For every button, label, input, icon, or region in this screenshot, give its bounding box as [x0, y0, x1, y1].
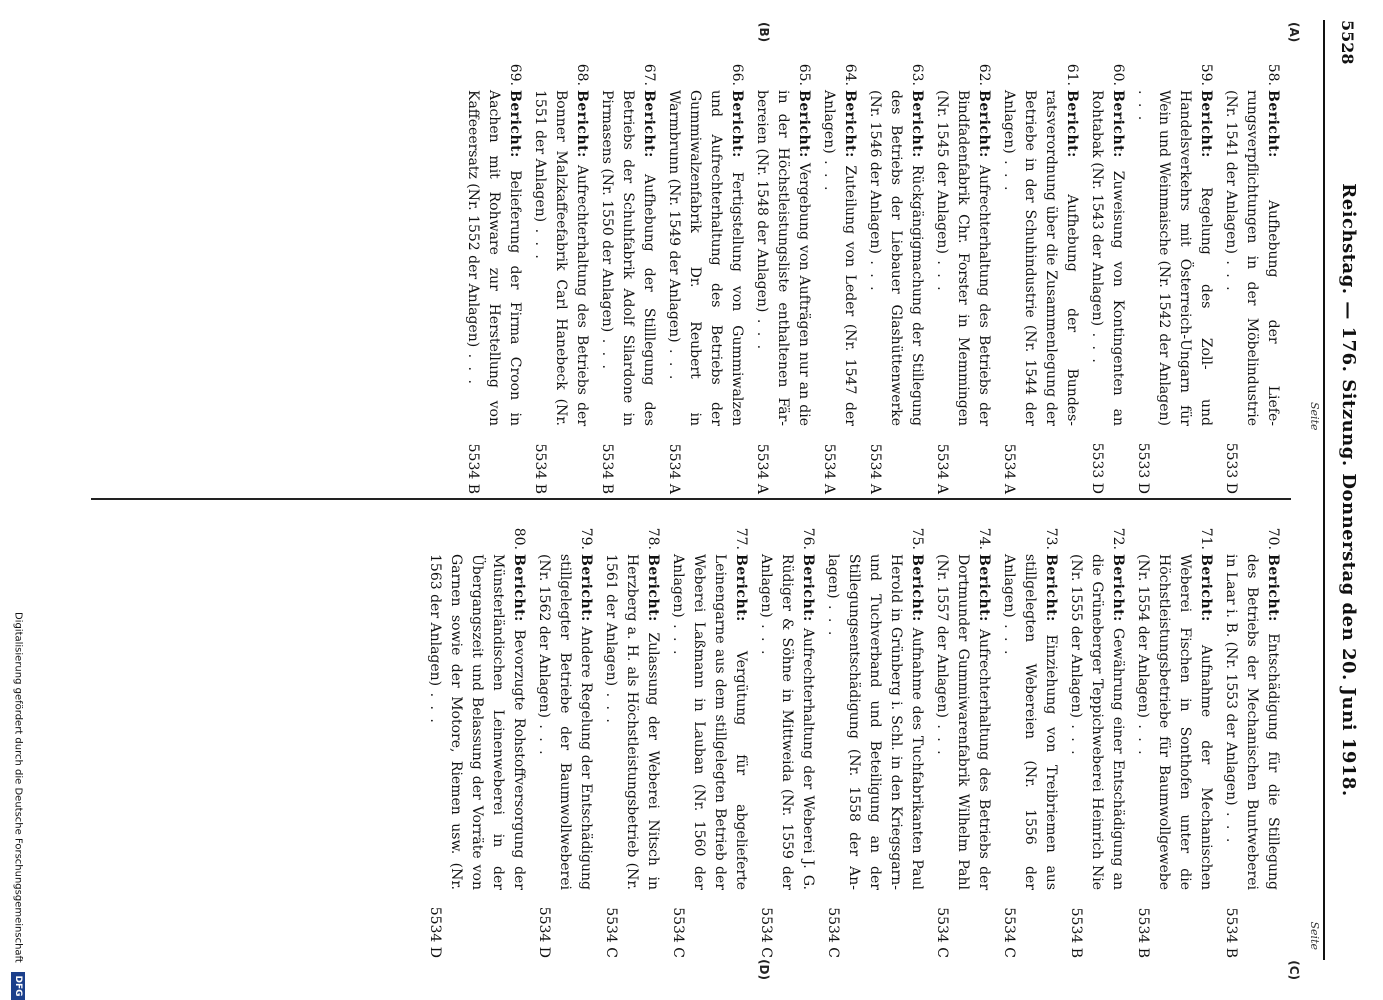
entry-page-ref: 5534 A [821, 443, 837, 494]
dot-leader: . . . [934, 253, 950, 293]
entry-label: Bericht: [645, 554, 661, 622]
entry-label: Bericht: [1198, 90, 1214, 158]
entry-text: Aufhebung der Stilllegung des Betriebs der Schuhfabrik Adolf Silardone in Pirmasens (Nr. 1550 der Anlagen) [599, 90, 657, 426]
entry-label: Bericht: [729, 90, 745, 158]
entry-page-ref: 5534 A [867, 443, 883, 494]
dot-leader: . . . [1001, 617, 1017, 657]
dot-leader: . . . [934, 717, 950, 757]
right-column [420, 524, 1283, 958]
left-column [458, 60, 1283, 494]
section-marker-c: (C) [1287, 960, 1301, 980]
agenda-entry [600, 524, 663, 958]
entry-number: 70. [1265, 527, 1281, 550]
entry-number: 76. [800, 527, 816, 550]
dot-leader: . . . [754, 312, 770, 352]
entry-page-ref: 5534 B [1068, 907, 1084, 958]
entry-page-ref: 5534 A [666, 443, 682, 494]
entry-text: Zuteilung von Leder (Nr. 1547 der Anlagen) [821, 90, 858, 426]
page-title: Reichstag. — 176. Sitzung. Donnerstag den 20. Juni 1918. [1338, 183, 1359, 797]
entry-label: Bericht: [1043, 554, 1059, 622]
entry-text: Aufrechterhaltung des Betriebs der Bindfadenfabrik Chr. Forster in Memmingen (Nr. 1545 der Anlagen) [934, 90, 992, 427]
entry-number: 64. [842, 63, 858, 86]
entry-page-ref: 5534 D [427, 906, 443, 958]
agenda-entry [596, 60, 659, 494]
dot-leader: . . . [603, 686, 619, 725]
agenda-entry [663, 60, 747, 494]
entry-page-ref: 5534 B [599, 443, 615, 494]
dot-leader: . . . [532, 222, 548, 261]
entry-page-ref: 5534 A [1001, 443, 1017, 494]
entry-label: Bericht: [800, 554, 816, 622]
entry-label: Bericht: [574, 90, 590, 158]
agenda-entry [1220, 524, 1283, 958]
entry-text: Regelung des Zoll- und Handelsverkehrs mit Österreich-Ungarn für Wein und Weinmaische (Nr. 1542 der Anlagen) [1156, 90, 1214, 427]
entry-number: 73. [1043, 527, 1059, 550]
entry-text: Aufnahme der Mechanischen Weberei Fischen in Sonthofen unter die Höchstleistungsbetriebe für Baumwollgewebe (Nr. 1554 der Anlagen) [1135, 554, 1214, 890]
entry-number: 79. [578, 527, 594, 550]
entry-label: Bericht: [976, 554, 992, 622]
entry-page-ref: 5534 A [754, 443, 770, 494]
entry-number: 63. [909, 63, 925, 86]
entry-page-ref: 5534 D [536, 906, 552, 958]
entry-text: Aufhebung der Lieferungsverpflichtungen in der Möbelindustrie (Nr. 1541 der Anlagen) [1223, 90, 1281, 427]
entry-page-ref: 5534 C [1001, 907, 1017, 958]
agenda-entry [1132, 524, 1216, 958]
entry-page-ref: 5534 B [465, 443, 481, 494]
entry-page-ref: 5534 C [934, 907, 950, 958]
agenda-entry [533, 524, 596, 958]
entry-text: Aufrechterhaltung des Betriebs der Bonner Malzkaffeefabrik Carl Hanebeck (Nr. 1551 der Anlagen) [532, 90, 590, 427]
entry-label: Bericht: [796, 90, 812, 158]
section-marker-d: (D) [757, 959, 771, 980]
entry-text: Aufhebung der Bundesratsverordnung über die Zusammenlegung der Betriebe in der Schuhindustrie (Nr. 1544 der Anlagen) [1001, 90, 1080, 426]
entry-number: 71. [1198, 527, 1214, 550]
entry-page-ref: 5534 B [532, 443, 548, 494]
entry-label: Bericht: [733, 554, 749, 622]
entry-text: Zuweisung von Kontingenten an Rohtabak (Nr. 1543 der Anlagen) [1089, 90, 1126, 426]
dot-leader: . . . [867, 253, 883, 293]
agenda-entry [931, 524, 994, 958]
agenda-entry [462, 60, 525, 494]
entry-number: 60. [1110, 63, 1126, 86]
entry-label: Bericht: [1110, 554, 1126, 622]
entry-page-ref: 5534 C [758, 907, 774, 958]
entry-number: 74. [976, 527, 992, 550]
entry-label: Bericht: [1064, 90, 1080, 158]
entry-label: Bericht: [641, 90, 657, 158]
agenda-entry [822, 524, 927, 958]
seite-label-right: Seite [1308, 921, 1321, 950]
entry-text: Aufrechterhaltung des Betriebs der Dortmunder Gummiwarenfabrik Wilhelm Pahl (Nr. 1557 der Anlagen) [934, 554, 992, 891]
entry-page-ref: 5534 B [1135, 907, 1151, 958]
entry-text: Einziehung von Treibriemen aus stillgelegten Webereien (Nr. 1556 der Anlagen) [1001, 554, 1059, 891]
section-marker-a: (A) [1287, 22, 1301, 43]
dot-leader: . . . [1135, 90, 1151, 123]
entry-text: Andere Regelung der Entschädigung stillgelegter Betriebe der Baumwollweberei (Nr. 1562 der Anlagen) [536, 554, 594, 890]
entry-page-ref: 5534 C [825, 907, 841, 958]
seite-label-left: Seite [1308, 402, 1321, 431]
entry-label: Bericht: [1265, 554, 1281, 622]
agenda-entry [998, 524, 1061, 958]
entry-label: Bericht: [842, 90, 858, 158]
dot-leader: . . . [1223, 253, 1239, 293]
entry-text: Aufrechterhaltung der Weberei J. G. Rüdiger & Söhne in Mittweida (Nr. 1559 der Anlagen) [758, 554, 816, 891]
entry-page-ref: 5534 A [934, 443, 950, 494]
entry-page-ref: 5534 B [1223, 907, 1239, 958]
agenda-entry [818, 60, 860, 494]
dot-leader: . . . [599, 332, 615, 371]
dot-leader: . . . [536, 717, 552, 757]
dot-leader: . . . [465, 347, 481, 386]
entry-page-ref: 5534 C [603, 907, 619, 958]
entry-number: 65. [796, 63, 812, 86]
entry-label: Bericht: [1198, 554, 1214, 622]
entry-page-ref: 5533 D [1089, 442, 1105, 494]
dot-leader: . . . [427, 686, 443, 725]
entry-number: 59. [1198, 63, 1214, 86]
entry-number: 80. [511, 527, 527, 550]
entry-text: Vergütung für abgelieferte Leinengarne aus dem stillgelegten Betrieb der Weberei Laßmann in Lauban (Nr. 1560 der Anlagen) [670, 554, 749, 891]
entry-number: 67. [641, 63, 657, 86]
agenda-entry [1220, 60, 1283, 494]
page-header [1307, 20, 1363, 960]
entry-label: Bericht: [1265, 90, 1281, 158]
entry-text: Gewährung einer Entschädigung an die Grüneberger Teppichweberei Heinrich Nie (Nr. 1555 der Anlagen) [1068, 554, 1126, 891]
entry-label: Bericht: [507, 90, 523, 158]
entry-number: 78. [645, 527, 661, 550]
dot-leader: . . . [821, 153, 837, 193]
agenda-entry [1065, 524, 1128, 958]
entry-number: 75. [909, 527, 925, 550]
dot-leader: . . . [666, 342, 682, 382]
dot-leader: . . . [1223, 805, 1239, 845]
column-divider [91, 498, 1291, 500]
agenda-entry [998, 60, 1082, 494]
digitization-credit [3, 0, 25, 1000]
entry-label: Bericht: [511, 554, 527, 622]
entry-number: 66. [729, 63, 745, 86]
header-rule [1323, 20, 1325, 960]
entry-number: 72. [1110, 527, 1126, 550]
agenda-entry [1086, 60, 1128, 494]
credit-text: Digitalisierung gefördert durch die Deutsche Forschungsgemeinschaft [12, 611, 24, 963]
entry-label: Bericht: [909, 554, 925, 622]
agenda-entry [667, 524, 751, 958]
agenda-entry [529, 60, 592, 494]
agenda-entry [751, 60, 814, 494]
entry-number: 62. [976, 63, 992, 86]
agenda-entry [864, 60, 927, 494]
entry-text: Bevorzugte Rohstoffversorgung der Münsterländischen Leinenweberei in der Übergangszeit und Belassung der Vorräte von Garnen sowie der Motore, Riemen usw. (Nr. 1563 der Anlagen) [427, 554, 527, 891]
dfg-logo: DFG [11, 972, 25, 1000]
entry-label: Bericht: [909, 90, 925, 158]
dot-leader: . . . [1001, 153, 1017, 193]
agenda-entry [931, 60, 994, 494]
entry-number: 69. [507, 63, 523, 86]
dot-leader: . . . [670, 617, 686, 657]
agenda-entry [1132, 60, 1216, 494]
dot-leader: . . . [825, 598, 841, 638]
section-marker-b: (B) [757, 22, 771, 43]
entry-text: Zulassung der Weberei Nitsch in Herzberg a. H. als Höchstleistungsbetrieb (Nr. 1561 der Anlagen) [603, 554, 661, 890]
agenda-entry [755, 524, 818, 958]
entry-number: 58. [1265, 63, 1281, 86]
dot-leader: . . . [758, 617, 774, 657]
entry-page-ref: 5533 D [1223, 442, 1239, 494]
entry-number: 61. [1064, 63, 1080, 86]
entry-number: 77. [733, 527, 749, 550]
entry-label: Bericht: [578, 554, 594, 622]
dot-leader: . . . [1089, 326, 1105, 365]
entry-text: Vergebung von Aufträgen nur an die in der Höchstleistungsliste enthaltenen Färbereien (Nr. 1548 der Anlagen) [754, 90, 812, 426]
dot-leader: . . . [1068, 717, 1084, 757]
dot-leader: . . . [1135, 717, 1151, 757]
entry-page-ref: 5534 C [670, 907, 686, 958]
entry-text: Entschädigung für die Stillegung des Betriebs der Mechanischen Buntweberei in Laar i. B. (Nr. 1553 der Anlagen) [1223, 554, 1281, 890]
entry-number: 68. [574, 63, 590, 86]
entry-text: Rückgängigmachung der Stillegung des Betriebs der Liebauer Glashüttenwerke (Nr. 1546 der Anlagen) [867, 90, 925, 426]
entry-label: Bericht: [976, 90, 992, 158]
page-number: 5528 [1338, 20, 1357, 65]
entry-label: Bericht: [1110, 90, 1126, 158]
entry-page-ref: 5533 D [1135, 442, 1151, 494]
entry-text: Fertigstellung von Gummiwalzen und Aufrechterhaltung des Betriebs der Gummiwalzenfabrik Dr. Reubert in Warmbrunn (Nr. 1549 der Anlagen) [666, 90, 745, 427]
entry-text: Belieferung der Firma Croon in Aachen mit Rohware zur Herstellung von Kaffeeersatz (Nr. 1552 der Anlagen) [465, 90, 523, 426]
entry-text: Aufnahme des Tuchfabrikanten Paul Herold in Grünberg i. Schl. in den Kriegsgarn- und Tuchverband und Beteiligung an der Stillegungsentschädigung (Nr. 1558 der Anlagen) [825, 554, 925, 891]
agenda-entry [424, 524, 529, 958]
